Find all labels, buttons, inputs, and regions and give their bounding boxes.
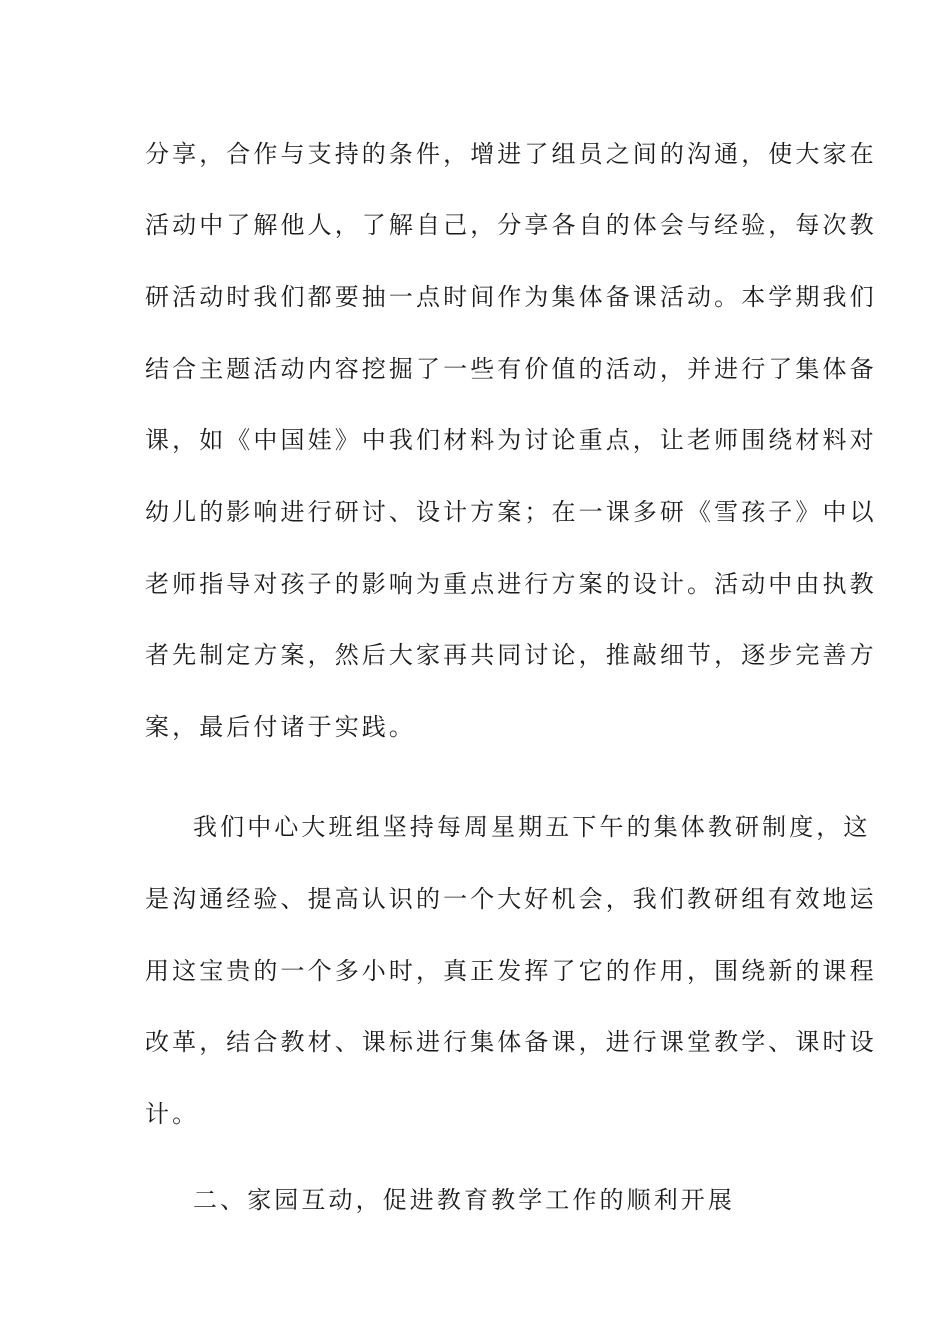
section-heading: 二、家园互动，促进教育教学工作的顺利开展 <box>193 1186 735 1214</box>
text-line: 案，最后付诸于实践。 <box>145 713 416 741</box>
text-line: 者先制定方案，然后大家再共同讨论，推敲细节，逐步完善方 <box>145 641 877 669</box>
text-line: 我们中心大班组坚持每周星期五下午的集体教研制度，这 <box>193 813 871 841</box>
text-line: 是沟通经验、提高认识的一个大好机会，我们教研组有效地运 <box>145 885 877 913</box>
text-line: 老师指导对孩子的影响为重点进行方案的设计。活动中由执教 <box>145 570 877 598</box>
text-line: 活动中了解他人，了解自己，分享各自的体会与经验，每次教 <box>145 211 877 239</box>
text-line: 分享，合作与支持的条件，增进了组员之间的沟通，使大家在 <box>145 140 877 168</box>
text-line: 改革，结合教材、课标进行集体备课，进行课堂教学、课时设 <box>145 1028 877 1056</box>
text-line: 计。 <box>145 1100 200 1128</box>
text-line: 幼儿的影响进行研讨、设计方案；在一课多研《雪孩子》中以 <box>145 498 877 526</box>
text-line: 研活动时我们都要抽一点时间作为集体备课活动。本学期我们 <box>145 283 877 311</box>
text-line: 课，如《中国娃》中我们材料为讨论重点，让老师围绕材料对 <box>145 426 877 454</box>
text-line: 用这宝贵的一个多小时，真正发挥了它的作用，围绕新的课程 <box>145 957 877 985</box>
text-line: 结合主题活动内容挖掘了一些有价值的活动，并进行了集体备 <box>145 355 877 383</box>
